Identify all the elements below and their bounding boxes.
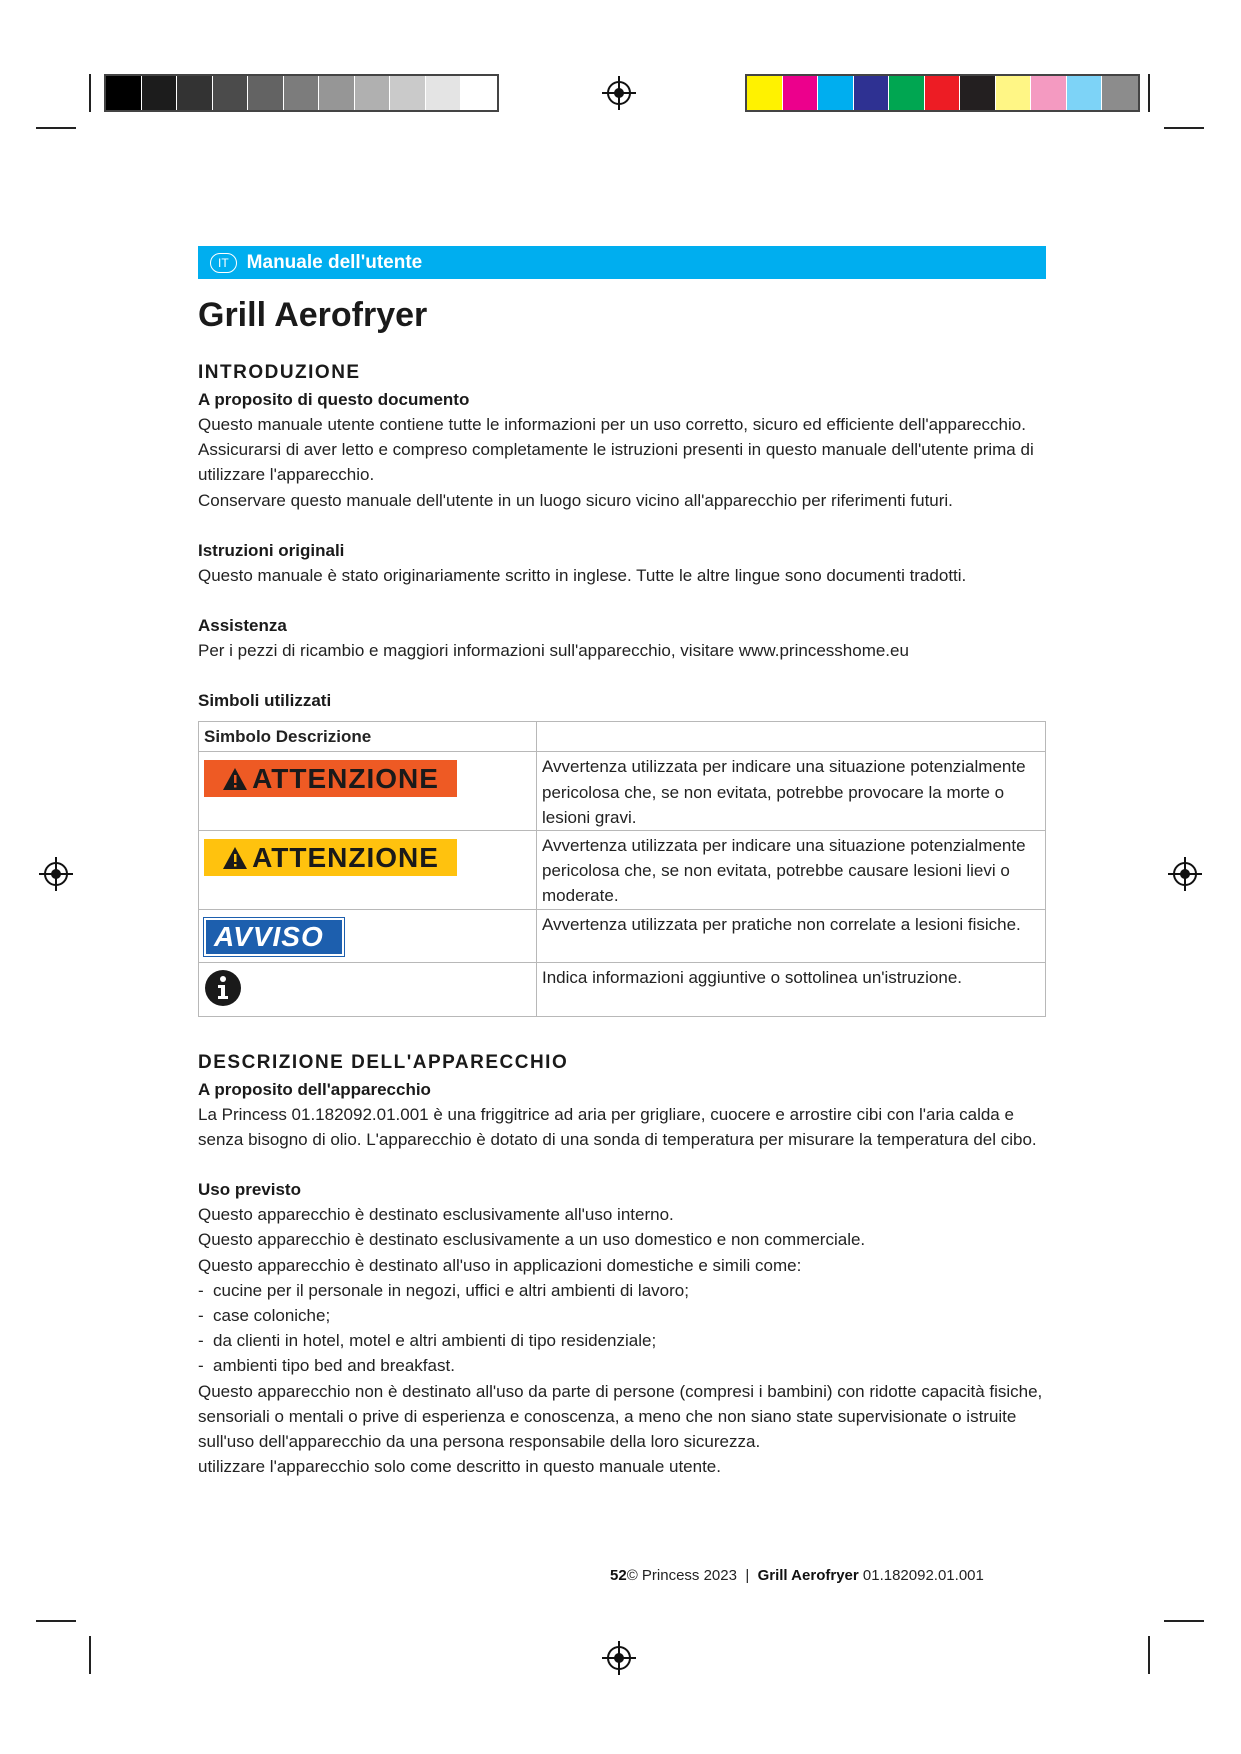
paragraph: Questo apparecchio è destinato esclusivamente a un uso domestico e non commerciale. bbox=[198, 1230, 866, 1250]
registration-mark-icon bbox=[602, 76, 636, 110]
subheading-about-appliance: A proposito dell'apparecchio bbox=[198, 1079, 431, 1099]
table-row bbox=[199, 831, 1046, 910]
page-number: 52 bbox=[610, 1567, 627, 1584]
color-swatch bbox=[747, 76, 783, 110]
color-swatch bbox=[925, 76, 961, 110]
warning-triangle-icon bbox=[222, 846, 248, 870]
color-swatch bbox=[818, 76, 854, 110]
symbol-cell bbox=[199, 962, 537, 1016]
gray-swatch bbox=[319, 76, 355, 110]
paragraph: Questo manuale utente contiene tutte le informazioni per un uso corretto, sicuro ed efficiente dell'apparecchio. bbox=[198, 415, 1026, 434]
footer-separator: | bbox=[745, 1567, 750, 1584]
paragraph: utilizzare l'apparecchio solo come descritto in questo manuale utente. bbox=[198, 1457, 721, 1477]
registration-mark-icon bbox=[602, 1641, 636, 1675]
color-swatch bbox=[1102, 76, 1138, 110]
gray-color-bar bbox=[104, 74, 499, 112]
danger-badge-label: ATTENZIONE bbox=[252, 763, 439, 795]
manual-title: Manuale dell'utente bbox=[246, 251, 423, 273]
color-swatch bbox=[1031, 76, 1067, 110]
footer-product: Grill Aerofryer bbox=[757, 1567, 859, 1584]
gray-swatch bbox=[248, 76, 284, 110]
description-cell: Avvertenza utilizzata per pratiche non correlate a lesioni fisiche. bbox=[537, 909, 1046, 962]
subheading-about-document: A proposito di questo documento bbox=[198, 390, 470, 409]
paragraph: Questo apparecchio è destinato all'uso in applicazioni domestiche e simili come: bbox=[198, 1255, 802, 1275]
gray-swatch bbox=[355, 76, 391, 110]
color-swatch bbox=[783, 76, 819, 110]
paragraph: Conservare questo manuale dell'utente in un luogo sicuro vicino all'apparecchio per riferimenti futuri. bbox=[198, 490, 953, 510]
page-title: Grill Aerofryer bbox=[198, 296, 428, 334]
paragraph: Per i pezzi di ricambio e maggiori informazioni sull'apparecchio, visitare www.princesshome.eu bbox=[198, 641, 909, 661]
color-swatch bbox=[1067, 76, 1103, 110]
subheading-symbols-used: Simboli utilizzati bbox=[198, 691, 332, 711]
crop-mark-bottom-left-h bbox=[36, 1620, 76, 1622]
list-item: - cucine per il personale in negozi, uffici e altri ambienti di lavoro; bbox=[198, 1278, 1046, 1303]
caution-badge-label: ATTENZIONE bbox=[252, 841, 439, 873]
table-row bbox=[199, 962, 1046, 1016]
warning-triangle-icon bbox=[222, 767, 248, 791]
table-header-cell bbox=[537, 722, 1046, 752]
description-cell: Indica informazioni aggiuntive o sottolinea un'istruzione. bbox=[537, 962, 1046, 1016]
footer-copyright: © Princess 2023 bbox=[626, 1567, 737, 1584]
paragraph: Assicurarsi di aver letto e compreso completamente le istruzioni presenti in questo manuale dell'utente prima di utilizzare l'apparecchio. bbox=[198, 440, 1034, 485]
language-code-badge: IT bbox=[210, 253, 237, 273]
list-item: - da clienti in hotel, motel e altri ambienti di tipo residenziale; bbox=[198, 1328, 1046, 1353]
crop-mark-top-left bbox=[89, 74, 91, 112]
section-heading-introduction: INTRODUZIONE bbox=[198, 362, 361, 383]
color-swatch bbox=[960, 76, 996, 110]
color-swatch bbox=[854, 76, 890, 110]
footer-model: 01.182092.01.001 bbox=[862, 1567, 984, 1584]
gray-swatch bbox=[142, 76, 178, 110]
color-swatch bbox=[996, 76, 1032, 110]
section-heading-description: DESCRIZIONE DELL'APPARECCHIO bbox=[198, 1051, 569, 1073]
info-icon bbox=[204, 969, 242, 1007]
crop-mark-bottom-right bbox=[1148, 1636, 1150, 1674]
subheading-intended-use: Uso previsto bbox=[198, 1180, 301, 1200]
gray-swatch bbox=[390, 76, 426, 110]
list-item: - ambienti tipo bed and breakfast. bbox=[198, 1353, 1046, 1378]
gray-swatch bbox=[177, 76, 213, 110]
gray-swatch bbox=[213, 76, 249, 110]
list-item: - case coloniche; bbox=[198, 1303, 1046, 1328]
notice-badge-label: AVVISO bbox=[214, 921, 324, 953]
crop-mark-top-left-h bbox=[36, 127, 76, 129]
table-row bbox=[199, 752, 1046, 831]
description-cell: Avvertenza utilizzata per indicare una situazione potenzialmente pericolosa che, se non evitata, potrebbe causare lesioni lievi o moderate. bbox=[537, 831, 1046, 910]
page-footer bbox=[610, 1567, 984, 1584]
registration-mark-icon bbox=[39, 857, 73, 891]
table-row bbox=[199, 909, 1046, 962]
notice-badge bbox=[204, 918, 344, 956]
table-header-row bbox=[199, 722, 1046, 752]
crop-mark-bottom-left bbox=[89, 1636, 91, 1674]
gray-swatch bbox=[284, 76, 320, 110]
danger-badge bbox=[204, 760, 457, 797]
symbol-cell bbox=[199, 909, 537, 962]
symbols-table bbox=[198, 721, 1046, 1017]
process-color-bar bbox=[745, 74, 1140, 112]
crop-mark-bottom-right-h bbox=[1164, 1620, 1204, 1622]
crop-mark-top-right bbox=[1148, 74, 1150, 112]
symbol-cell bbox=[199, 752, 537, 831]
registration-mark-icon bbox=[1168, 857, 1202, 891]
paragraph: Questo manuale è stato originariamente scritto in inglese. Tutte le altre lingue sono documenti tradotti. bbox=[198, 565, 967, 585]
gray-swatch bbox=[106, 76, 142, 110]
paragraph: Questo apparecchio non è destinato all'uso da parte di persone (compresi i bambini) con ridotte capacità fisiche, sensoriali o mentali o prive di esperienza e conoscenza, a meno che non siano state supervisionate o istruite sull'uso dell'apparecchio da una persona responsabile della loro sicurezza. bbox=[198, 1381, 1043, 1452]
symbol-cell bbox=[199, 831, 537, 910]
paragraph: La Princess 01.182092.01.001 è una friggitrice ad aria per grigliare, cuocere e arrostire cibi con l'aria calda e senza bisogno di olio. L'apparecchio è dotato di una sonda di temperatura per misurare la temperatura del cibo. bbox=[198, 1104, 1037, 1150]
paragraph: Questo apparecchio è destinato esclusivamente all'uso interno. bbox=[198, 1205, 674, 1225]
manual-page-content bbox=[198, 246, 1046, 1479]
subheading-support: Assistenza bbox=[198, 616, 287, 636]
table-header-cell: Simbolo Descrizione bbox=[199, 722, 537, 752]
language-header-bar bbox=[198, 246, 1046, 279]
usage-list bbox=[198, 1278, 1046, 1379]
color-swatch bbox=[889, 76, 925, 110]
subheading-original-instructions: Istruzioni originali bbox=[198, 540, 345, 560]
gray-swatch bbox=[426, 76, 462, 110]
caution-badge bbox=[204, 839, 457, 876]
gray-swatch bbox=[461, 76, 497, 110]
crop-mark-top-right-h bbox=[1164, 127, 1204, 129]
description-cell: Avvertenza utilizzata per indicare una situazione potenzialmente pericolosa che, se non evitata, potrebbe provocare la morte o lesioni gravi. bbox=[537, 752, 1046, 831]
